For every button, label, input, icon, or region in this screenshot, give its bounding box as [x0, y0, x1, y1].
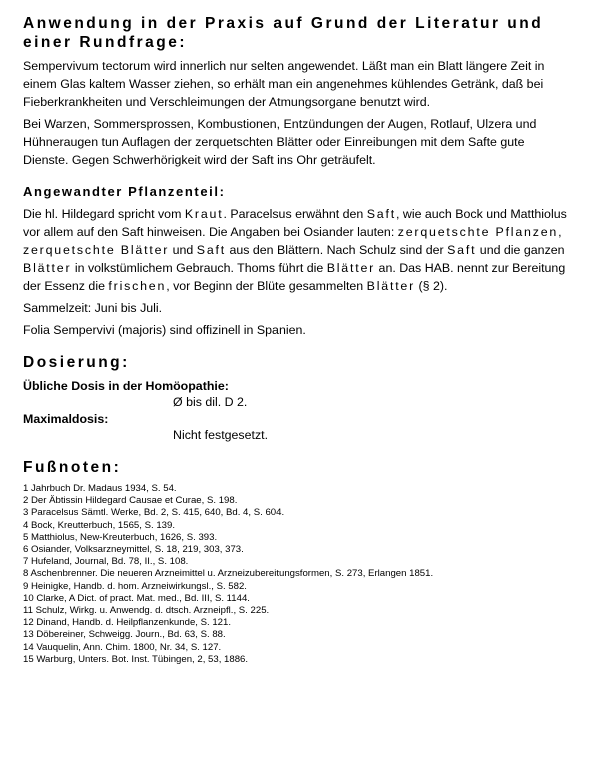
emphasis-saft: Saft	[366, 207, 396, 221]
emphasis-kraut: Kraut	[184, 207, 224, 221]
footnote-item: 6 Osiander, Volksarzneymittel, S. 18, 219, 303, 373.	[23, 544, 244, 556]
dose-value-maximum: Nicht festgesetzt.	[173, 428, 269, 442]
paragraph-internal-use: Sempervivum tectorum wird innerlich nur selten angewendet. Läßt man ein Blatt längere Zeit in einem Glas kaltem Wasser ziehen, so erhält man ein angenehmes kühlendes Getränk, daß bei Fieberkrankheiten und Verschleimungen der Atmungsorgane benutzt wird.	[23, 59, 545, 109]
section-heading-anwendung: Anwendung in der Praxis auf Grund der Literatur und einer Rundfrage:	[23, 15, 544, 51]
text-segment: in volkstümlichem Gebrauch. Thoms führt die	[71, 261, 327, 275]
footnote-item: 10 Clarke, A Dict. of pract. Mat. med., Bd. III, S. 1144.	[23, 592, 250, 604]
footnote-item: 8 Aschenbrenner. Die neueren Arzneimittel u. Arzneizubereitungsformen, S. 273, Erlangen 1851.	[23, 568, 434, 580]
footnote-item: 1 Jahrbuch Dr. Madaus 1934, S. 54.	[23, 483, 177, 494]
emphasis-saft: Saft	[196, 243, 227, 257]
text-segment: und	[169, 243, 197, 257]
paragraph-official: Folia Sempervivi (majoris) sind offizinell in Spanien.	[23, 323, 306, 337]
section-heading-dosierung: Dosierung:	[23, 354, 130, 371]
text-segment: an. Das HAB. nennt zur Bereitung der Essenz die	[23, 261, 566, 293]
emphasis-saft: Saft	[447, 243, 477, 257]
footnote-item: 15 Warburg, Unters. Bot. Inst. Tübingen, 2, 53, 1886.	[23, 653, 249, 665]
document-page	[23, 14, 573, 666]
footnote-item: 13 Döbereiner, Schweigg. Journ., Bd. 63, S. 88.	[23, 629, 226, 641]
dose-label-homeopathy: Übliche Dosis in der Homöopathie:	[23, 379, 229, 393]
emphasis-blaetter: Blätter	[23, 261, 72, 275]
emphasis-blaetter: Blätter	[366, 279, 416, 293]
footnote-item: 7 Hufeland, Journal, Bd. 78, II., S. 108.	[23, 556, 189, 568]
text-segment: aus den Blättern. Nach Schulz sind der	[226, 243, 448, 257]
emphasis-zerquetschte-blaetter: zerquetschte Blätter	[23, 243, 170, 257]
text-segment: und die ganzen	[476, 243, 565, 257]
text-segment: Die hl. Hildegard spricht vom	[23, 207, 185, 221]
text-segment: . Paracelsus erwähnt den	[223, 207, 367, 221]
emphasis-blaetter: Blätter	[326, 261, 376, 275]
paragraph-external-use: Bei Warzen, Sommersprossen, Kombustionen, Entzündungen der Augen, Rotlauf, Ulzera und Hühneraugen tun Auflagen der zerquetschten Blätter oder Einreibungen mit dem Safte gute Dienste. Gegen Schwerhörigkeit wird der Saft ins Ohr geträufelt.	[23, 117, 537, 167]
footnote-item: 2 Der Äbtissin Hildegard Causae et Curae, S. 198.	[23, 495, 238, 507]
section-heading-fussnoten: Fußnoten:	[23, 459, 122, 476]
paragraph-plant-part	[23, 205, 573, 295]
footnote-item: 9 Heinigke, Handb. d. hom. Arzneiwirkungsl., S. 582.	[23, 580, 247, 592]
footnote-item: 11 Schulz, Wirkg. u. Anwendg. d. dtsch. Arzneipfl., S. 225.	[23, 605, 270, 617]
text-segment: , wie auch Bock und Matthiolus vor allem auf den Saft hinweisen. Die Angaben bei Osiander lauten:	[23, 207, 567, 239]
emphasis-zerquetschte-pflanzen: zerquetschte Pflanzen	[397, 225, 559, 239]
footnote-list	[23, 483, 573, 666]
dose-label-maximum: Maximaldosis:	[23, 412, 109, 426]
text-segment: ,	[558, 225, 562, 239]
footnote-item: 5 Matthiolus, New-Kreuterbuch, 1626, S. 393.	[23, 531, 218, 543]
footnote-item: 3 Paracelsus Sämtl. Werke, Bd. 2, S. 415, 640, Bd. 4, S. 604.	[23, 507, 285, 519]
emphasis-frischen: frischen	[108, 279, 167, 293]
paragraph-collection-time: Sammelzeit: Juni bis Juli.	[23, 301, 163, 315]
footnote-item: 14 Vauquelin, Ann. Chim. 1800, Nr. 34, S. 127.	[23, 641, 222, 653]
footnote-item: 12 Dinand, Handb. d. Heilpflanzenkunde, S. 121.	[23, 617, 232, 629]
text-segment: (§ 2).	[415, 279, 448, 293]
section-heading-pflanzenteil: Angewandter Pflanzenteil:	[23, 184, 226, 199]
dose-value-homeopathy: Ø bis dil. D 2.	[173, 395, 248, 409]
footnote-item: 4 Bock, Kreutterbuch, 1565, S. 139.	[23, 519, 175, 531]
text-segment: , vor Beginn der Blüte gesammelten	[166, 279, 367, 293]
